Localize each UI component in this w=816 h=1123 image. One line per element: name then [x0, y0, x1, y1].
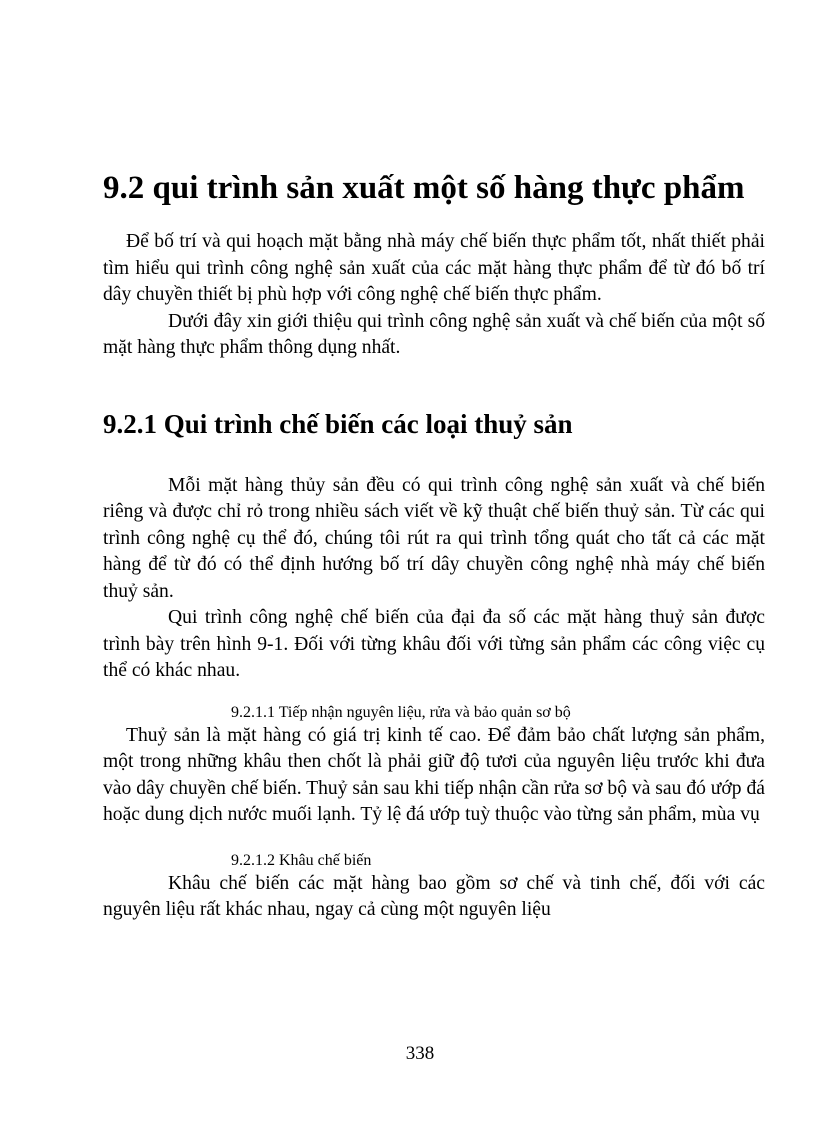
body-paragraph: Khâu chế biến các mặt hàng bao gồm sơ chế và tinh chế, đối với các nguyên liệu rất khác nhau, ngay cả cùng một nguyên liệu: [103, 872, 765, 920]
subsection-title: 9.2.1 Qui trình chế biến các loại thuỷ sản: [103, 408, 573, 439]
subheading-9-2-1-1: 9.2.1.1 Tiếp nhận nguyên liệu, rửa và bảo quản sơ bộ: [231, 703, 571, 721]
page-number: 338: [405, 1043, 435, 1064]
subheading-9-2-1-2: 9.2.1.2 Khâu chế biến: [231, 851, 372, 869]
body-paragraph: Mỗi mặt hàng thủy sản đều có qui trình công nghệ sản xuất và chế biến riêng và được chỉ rỏ trong nhiều sách viết về kỹ thuật chế biến thuỷ sản. Từ các qui trình công nghệ cụ thể đó, chúng tôi rút ra qui trình tổng quát cho tất cả các mặt hàng để từ đó có thể định hướng bố trí dây chuyền công nghệ nhà máy chế biến thuỷ sản.: [103, 474, 765, 602]
body-paragraph: Thuỷ sản là mặt hàng có giá trị kinh tế cao. Để đảm bảo chất lượng sản phẩm, một trong những khâu then chốt là phải giữ độ tươi của nguyên liệu trước khi đưa vào dây chuyền chế biến. Thuỷ sản sau khi tiếp nhận cần rửa sơ bộ và sau đó ướp đá hoặc dung dịch nước muối lạnh. Tỷ lệ đá ướp tuỳ thuộc vào từng sản phẩm, mùa vụ: [103, 724, 765, 825]
intro-paragraph: Để bố trí và qui hoạch mặt bằng nhà máy chế biến thực phẩm tốt, nhất thiết phải tìm hiểu qui trình công nghệ sản xuất của các mặt hàng thực phẩm để từ đó bố trí dây chuyền thiết bị phù hợp với công nghệ chế biến thực phẩm.: [103, 231, 765, 305]
page-content: [103, 168, 765, 924]
intro-paragraph: Dưới đây xin giới thiệu qui trình công nghệ sản xuất và chế biến của một số mặt hàng thực phẩm thông dụng nhất.: [103, 310, 765, 358]
section-title: 9.2 qui trình sản xuất một số hàng thực phẩm: [103, 170, 745, 206]
body-paragraph: Qui trình công nghệ chế biến của đại đa số các mặt hàng thuỷ sản được trình bày trên hình 9-1. Đối với từng khâu đối với từng sản phẩm các công việc cụ thể có khác nhau.: [103, 607, 765, 681]
